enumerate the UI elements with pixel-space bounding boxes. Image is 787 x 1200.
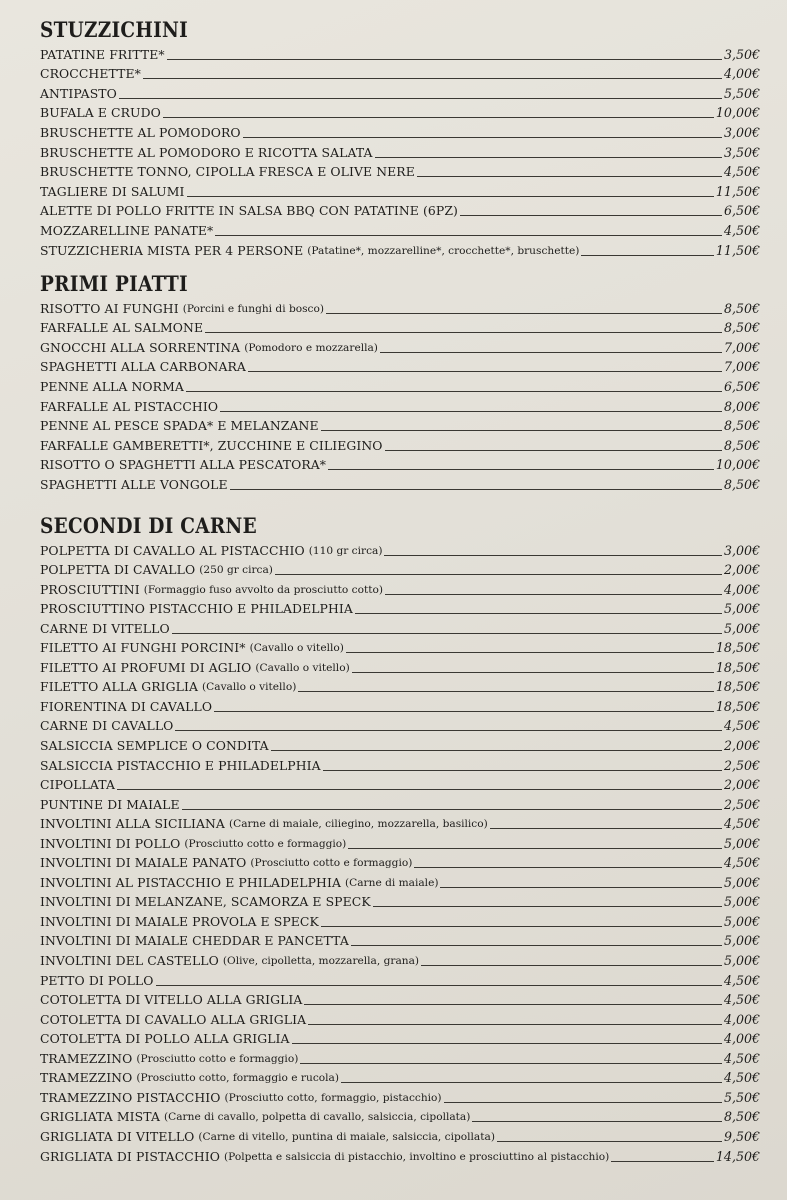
item-name: INVOLTINI DI MAIALE PROVOLA E SPECK [40,913,319,929]
menu-item [40,122,760,142]
leader-line [175,730,722,731]
menu-item [40,716,760,736]
item-price: 2,00€ [723,562,760,578]
leader-line [186,391,722,392]
leader-line [421,965,722,966]
menu-item [40,103,760,123]
menu-item [40,376,760,396]
section-secondi-di-carne [40,512,760,1166]
item-price: 5,00€ [723,894,760,910]
item-price: 5,00€ [723,835,760,851]
leader-line [308,1024,722,1025]
menu-item [40,735,760,755]
item-price: 11,50€ [715,183,760,199]
item-name: SALSICCIA PISTACCHIO E PHILADELPHIA [40,757,321,773]
leader-line [321,926,722,927]
leader-line [414,867,722,868]
leader-line [323,770,722,771]
item-name: PETTO DI POLLO [40,972,154,988]
item-price: 4,50€ [723,222,760,238]
item-price: 5,00€ [723,620,760,636]
item-name: FARFALLE AL SALMONE [40,320,204,336]
item-price: 14,50€ [715,1148,760,1164]
item-name: STUZZICHERIA MISTA PER 4 PERSONE [40,242,304,258]
item-name: TRAMEZZINO [40,1050,133,1066]
leader-line [143,78,722,79]
menu-item [40,181,760,201]
leader-line [117,789,722,790]
menu-item [40,657,760,677]
item-name: RISOTTO AI FUNGHI [40,300,179,316]
item-name: INVOLTINI DI MAIALE PANATO [40,855,247,871]
leader-line [328,469,714,470]
item-name: BUFALA E CRUDO [40,105,161,121]
leader-line [156,985,722,986]
section-stuzzichini [40,16,760,260]
item-name: COTOLETTA DI POLLO ALLA GRIGLIA [40,1031,290,1047]
item-price: 4,50€ [723,718,760,734]
menu-item [40,1126,760,1146]
item-note: (Prosciutto cotto, formaggio e rucola) [136,1072,339,1085]
item-name: PROSCIUTTINI [40,581,140,597]
section-title: SECONDI DI CARNE [40,513,257,538]
menu-item [40,755,760,775]
leader-line [417,176,722,177]
menu-item [40,1009,760,1029]
item-price: 4,00€ [723,1031,760,1047]
menu-item [40,220,760,240]
leader-line [460,215,722,216]
item-note: (Porcini e funghi di bosco) [182,302,325,315]
leader-line [187,196,714,197]
item-price: 4,50€ [723,164,760,180]
menu-item [40,540,760,560]
item-name: SPAGHETTI ALLE VONGOLE [40,476,228,492]
item-price: 3,00€ [723,124,760,140]
item-price: 18,50€ [715,698,760,714]
section-primi-piatti [40,270,760,494]
menu-item [40,618,760,638]
menu-item [40,872,760,892]
item-name: BRUSCHETTE AL POMODORO E RICOTTA SALATA [40,144,373,160]
item-note: (Prosciutto cotto e formaggio) [184,837,347,850]
leader-line [271,750,722,751]
leader-line [167,59,722,60]
item-name: FILETTO AI FUNGHI PORCINI* [40,640,246,656]
item-name: PENNE ALLA NORMA [40,378,184,394]
menu-item [40,1048,760,1068]
leader-line [490,828,722,829]
menu-item [40,579,760,599]
item-price: 8,50€ [723,320,760,336]
item-list [40,540,760,1166]
item-price: 18,50€ [715,679,760,695]
leader-line [298,691,714,692]
item-name: PENNE AL PESCE SPADA* E MELANZANE [40,418,319,434]
item-price: 3,50€ [723,46,760,62]
section-title: STUZZICHINI [40,17,189,42]
item-name: BRUSCHETTE AL POMODORO [40,124,241,140]
item-name: PATATINE FRITTE* [40,46,165,62]
menu-item [40,337,760,357]
menu-item [40,892,760,912]
menu-item [40,677,760,697]
item-note: (Carne di maiale, ciliegino, mozzarella, basilico) [229,818,488,831]
item-name: TRAMEZZINO [40,1070,133,1086]
leader-line [248,371,722,372]
menu-item [40,83,760,103]
item-note: (Pomodoro e mozzarella) [244,341,378,354]
menu-item [40,911,760,931]
menu-item [40,638,760,658]
leader-line [205,332,722,333]
item-price: 8,50€ [723,476,760,492]
menu-item [40,833,760,853]
menu-item [40,950,760,970]
item-note: (Formaggio fuso avvolto da prosciutto cotto) [143,583,383,596]
item-price: 10,00€ [715,105,760,121]
item-price: 5,00€ [723,601,760,617]
item-price: 8,50€ [723,437,760,453]
item-name: FILETTO AI PROFUMI DI AGLIO [40,659,252,675]
item-name: TRAMEZZINO PISTACCHIO [40,1089,221,1105]
item-price: 5,00€ [723,913,760,929]
item-note: (Prosciutto cotto e formaggio) [250,857,413,870]
leader-line [581,255,714,256]
item-name: CROCCHETTE* [40,66,141,82]
menu-item [40,240,760,260]
item-name: MOZZARELLINE PANATE* [40,222,214,238]
section-title: PRIMI PIATTI [40,271,188,296]
item-price: 7,00€ [723,339,760,355]
item-price: 8,50€ [723,418,760,434]
menu-item [40,696,760,716]
menu-item [40,318,760,338]
item-note: (Prosciutto cotto e formaggio) [136,1052,299,1065]
item-note: (Patatine*, mozzarelline*, crocchette*, bruschette) [307,244,580,257]
leader-line [326,313,722,314]
leader-line [275,574,722,575]
item-price: 2,50€ [723,757,760,773]
item-price: 7,00€ [723,359,760,375]
menu-item [40,990,760,1010]
menu-item [40,1068,760,1088]
item-price: 10,00€ [715,457,760,473]
item-price: 2,00€ [723,777,760,793]
item-name: FARFALLE AL PISTACCHIO [40,398,219,414]
leader-line [230,489,722,490]
leader-line [375,157,722,158]
menu-item [40,416,760,436]
item-price: 5,00€ [723,933,760,949]
item-price: 8,00€ [723,398,760,414]
leader-line [220,411,722,412]
leader-line [346,652,714,653]
item-name: FARFALLE GAMBERETTI*, ZUCCHINE E CILIEGINO [40,437,383,453]
leader-line [380,352,722,353]
item-name: TAGLIERE DI SALUMI [40,183,185,199]
item-note: (Cavallo o vitello) [249,642,344,655]
item-name: GRIGLIATA DI PISTACCHIO [40,1148,221,1164]
menu-item [40,1107,760,1127]
item-note: (Carne di maiale) [345,876,439,889]
item-note: (Cavallo o vitello) [255,661,350,674]
item-price: 5,00€ [723,953,760,969]
item-name: PROSCIUTTINO PISTACCHIO E PHILADELPHIA [40,601,353,617]
item-note: (Prosciutto cotto, formaggio, pistacchio) [224,1091,442,1104]
leader-line [444,1102,722,1103]
item-price: 4,00€ [723,66,760,82]
item-price: 4,50€ [723,1050,760,1066]
menu-item [40,142,760,162]
menu-item [40,970,760,990]
item-price: 4,50€ [723,1070,760,1086]
item-note: (Carne di cavallo, polpetta di cavallo, salsiccia, cipollata) [164,1111,471,1124]
item-name: BRUSCHETTE TONNO, CIPOLLA FRESCA E OLIVE NERE [40,164,415,180]
item-list [40,44,760,260]
menu-item [40,599,760,619]
item-name: CARNE DI CAVALLO [40,718,174,734]
item-price: 18,50€ [715,640,760,656]
menu-item [40,455,760,475]
leader-line [611,1161,714,1162]
menu-item [40,931,760,951]
item-price: 4,50€ [723,992,760,1008]
menu-item [40,396,760,416]
item-note: (Olive, cipolletta, mozzarella, grana) [222,955,420,968]
item-price: 3,00€ [723,542,760,558]
item-name: ALETTE DI POLLO FRITTE IN SALSA BBQ CON PATATINE (6PZ) [40,203,458,219]
menu-item [40,357,760,377]
item-price: 11,50€ [715,242,760,258]
leader-line [172,633,722,634]
menu-item [40,794,760,814]
item-name: INVOLTINI DI MAIALE CHEDDAR E PANCETTA [40,933,349,949]
menu-item [40,298,760,318]
item-name: SALSICCIA SEMPLICE O CONDITA [40,738,269,754]
item-price: 8,50€ [723,300,760,316]
item-price: 5,50€ [723,1089,760,1105]
menu-item [40,560,760,580]
item-list [40,298,760,494]
leader-line [497,1141,722,1142]
item-name: INVOLTINI ALLA SICILIANA [40,816,225,832]
menu-item [40,775,760,795]
item-price: 18,50€ [715,659,760,675]
leader-line [472,1121,722,1122]
leader-line [182,809,722,810]
item-price: 8,50€ [723,1109,760,1125]
item-price: 3,50€ [723,144,760,160]
item-note: (110 gr circa) [308,544,383,557]
menu-item [40,162,760,182]
item-name: FILETTO ALLA GRIGLIA [40,679,199,695]
item-price: 9,50€ [723,1128,760,1144]
item-name: FIORENTINA DI CAVALLO [40,698,213,714]
item-name: GNOCCHI ALLA SORRENTINA [40,339,241,355]
menu-item [40,201,760,221]
item-name: COTOLETTA DI VITELLO ALLA GRIGLIA [40,992,303,1008]
leader-line [385,450,722,451]
item-price: 6,50€ [723,378,760,394]
item-note: (250 gr circa) [199,564,273,577]
leader-line [385,594,722,595]
leader-line [384,555,721,556]
item-price: 4,50€ [723,972,760,988]
item-note: (Polpetta e salsiccia di pistacchio, involtino e prosciuttino al pistacchio) [224,1150,610,1163]
item-price: 4,00€ [723,581,760,597]
item-price: 5,00€ [723,874,760,890]
item-price: 2,50€ [723,796,760,812]
item-name: CARNE DI VITELLO [40,620,170,636]
menu-item [40,1087,760,1107]
item-price: 5,50€ [723,85,760,101]
leader-line [304,1004,721,1005]
item-name: POLPETTA DI CAVALLO AL PISTACCHIO [40,542,305,558]
item-name: ANTIPASTO [40,85,117,101]
item-name: RISOTTO O SPAGHETTI ALLA PESCATORA* [40,457,327,473]
leader-line [440,887,721,888]
item-name: GRIGLIATA MISTA [40,1109,160,1125]
item-price: 2,00€ [723,738,760,754]
item-name: GRIGLIATA DI VITELLO [40,1128,195,1144]
leader-line [119,98,722,99]
item-name: COTOLETTA DI CAVALLO ALLA GRIGLIA [40,1011,307,1027]
leader-line [163,117,714,118]
leader-line [352,672,714,673]
leader-line [348,848,722,849]
item-name: PUNTINE DI MAIALE [40,796,180,812]
item-name: POLPETTA DI CAVALLO [40,562,196,578]
menu-item [40,64,760,84]
menu-item [40,474,760,494]
menu-item [40,435,760,455]
item-price: 4,00€ [723,1011,760,1027]
item-name: INVOLTINI DEL CASTELLO [40,953,219,969]
leader-line [292,1043,722,1044]
leader-line [355,613,722,614]
menu-item [40,1146,760,1166]
item-note: (Cavallo o vitello) [202,681,297,694]
menu-item [40,1029,760,1049]
leader-line [300,1063,722,1064]
leader-line [341,1082,722,1083]
item-name: INVOLTINI DI POLLO [40,835,181,851]
menu-item [40,44,760,64]
menu-item [40,814,760,834]
leader-line [215,235,722,236]
item-name: INVOLTINI DI MELANZANE, SCAMORZA E SPECK [40,894,371,910]
item-price: 6,50€ [723,203,760,219]
leader-line [243,137,722,138]
item-price: 4,50€ [723,816,760,832]
leader-line [373,906,722,907]
leader-line [321,430,722,431]
item-name: INVOLTINI AL PISTACCHIO E PHILADELPHIA [40,874,341,890]
leader-line [351,945,722,946]
leader-line [214,711,714,712]
menu-item [40,853,760,873]
item-price: 4,50€ [723,855,760,871]
item-note: (Carne di vitello, puntina di maiale, salsiccia, cipollata) [198,1130,495,1143]
item-name: SPAGHETTI ALLA CARBONARA [40,359,246,375]
item-name: CIPOLLATA [40,777,116,793]
